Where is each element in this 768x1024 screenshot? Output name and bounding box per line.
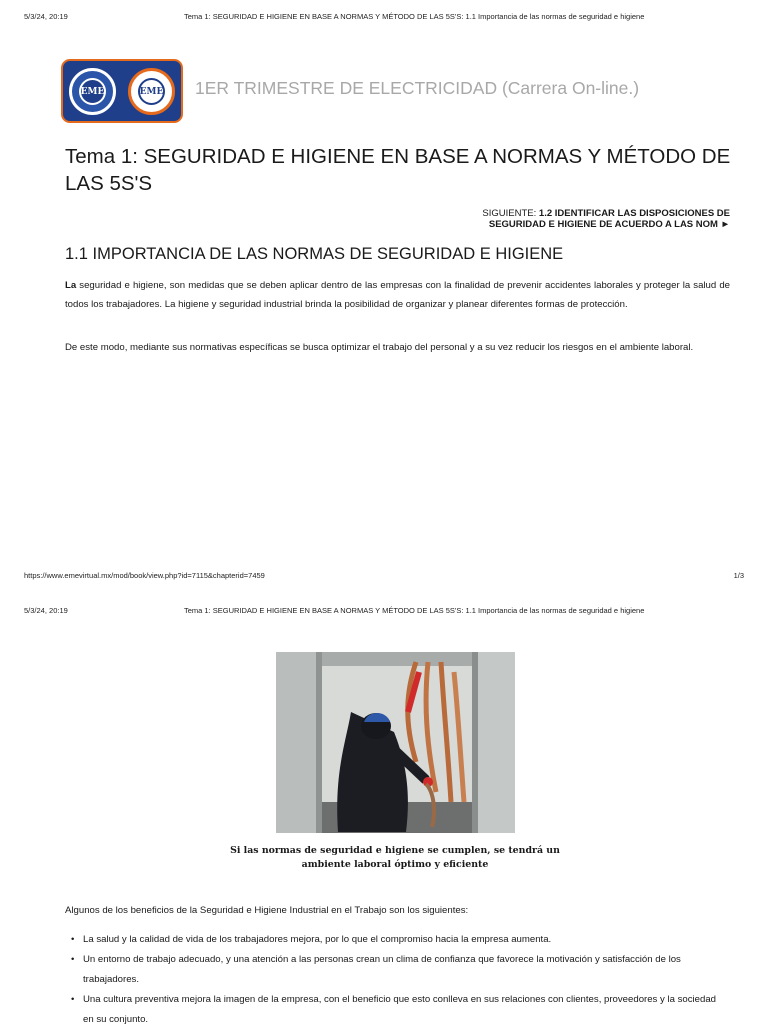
- chapter-title: Tema 1: SEGURIDAD E HIGIENE EN BASE A NORMAS Y MÉTODO DE LAS 5S'S: [65, 145, 731, 195]
- print-header-2: [0, 606, 768, 620]
- print-date: 5/3/24, 20:19: [24, 12, 68, 21]
- print-doc-title: Tema 1: SEGURIDAD E HIGIENE EN BASE A NORMAS Y MÉTODO DE LAS 5S'S: 1.1 Importancia de las normas de seguridad e higiene: [184, 12, 645, 21]
- next-prefix: SIGUIENTE:: [482, 208, 539, 219]
- print-page-2: [0, 596, 768, 1024]
- photo-caption: Si las normas de seguridad e higiene se cumplen, se tendrá un ambiente laboral óptimo y eficiente: [230, 845, 560, 870]
- print-date-2: 5/3/24, 20:19: [24, 606, 68, 615]
- logo-mark-left: EME: [80, 87, 105, 97]
- paragraph-1-lead: La: [65, 280, 77, 291]
- benefit-item: • La salud y la calidad de vida de los trabajadores mejora, por lo que el compromiso hacia la empresa aumenta.: [83, 930, 723, 950]
- logo-seal-left: [69, 68, 116, 115]
- benefit-item: • Una cultura preventiva mejora la imagen de la empresa, con el beneficio que esto conlleva en sus relaciones con clientes, proveedores y la sociedad en su conjunto.: [83, 990, 723, 1024]
- site-logo[interactable]: [61, 59, 183, 123]
- logo-mark-right: EME: [139, 87, 164, 97]
- photo-illustration: [276, 652, 515, 833]
- section-title: 1.1 IMPORTANCIA DE LAS NORMAS DE SEGURIDAD E HIGIENE: [65, 245, 564, 263]
- benefit-item: • Un entorno de trabajo adecuado, y una atención a las personas crean un clima de confianza que favorece la motivación y satisfacción de los trabajadores.: [83, 950, 723, 990]
- benefits-intro: Algunos de los beneficios de la Seguridad e Higiene Industrial en el Trabajo son los siguientes:: [65, 905, 469, 916]
- paragraph-2: De este modo, mediante sus normativas específicas se busca optimizar el trabajo del personal y a su vez reducir los riesgos en el ambiente laboral.: [65, 342, 694, 353]
- benefits-list: [83, 930, 723, 1024]
- paragraph-1: [65, 276, 730, 314]
- paragraph-1-text: seguridad e higiene, son medidas que se deben aplicar dentro de las empresas con la finalidad de prevenir accidentes laborales y proteger la salud de todos los trabajadores. La higiene y seguridad industrial brinda la posibilidad de organizar y planear diferentes formas de protección.: [65, 280, 730, 310]
- next-chapter-nav[interactable]: [430, 208, 730, 230]
- worker-switchgear-photo: [276, 652, 515, 833]
- logo-seal-right: [128, 68, 175, 115]
- next-chapter-link[interactable]: 1.2 IDENTIFICAR LAS DISPOSICIONES DE SEGURIDAD E HIGIENE DE ACUERDO A LAS NOM ►: [488, 208, 730, 230]
- print-url: https://www.emevirtual.mx/mod/book/view.php?id=7115&chapterid=7459: [24, 571, 265, 580]
- print-doc-title-2: Tema 1: SEGURIDAD E HIGIENE EN BASE A NORMAS Y MÉTODO DE LAS 5S'S: 1.1 Importancia de las normas de seguridad e higiene: [184, 606, 645, 615]
- print-header: [0, 12, 768, 26]
- course-title-link[interactable]: 1ER TRIMESTRE DE ELECTRICIDAD (Carrera On-line.): [195, 78, 640, 98]
- print-page-number: 1/3: [733, 571, 744, 580]
